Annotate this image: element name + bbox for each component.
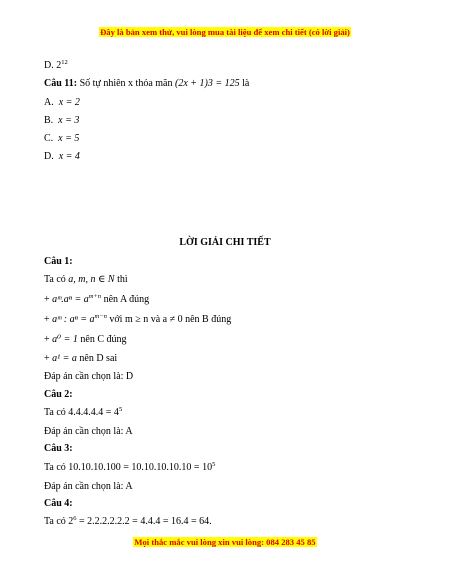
cau1-item-2: + aᵐ : $a^n = a^{m-n}$ với m ≥ n và a ≠ 0 nên B đúng — [44, 313, 232, 325]
cau3-line: Ta có $10.10.10.100 = 10.10.10.10.10 = 10^5$ — [44, 461, 216, 473]
question11-option-a: A. x = 2 — [44, 97, 80, 108]
cau3-answer: Đáp án cần chọn là: A — [44, 481, 133, 492]
cau1-answer: Đáp án cần chọn là: D — [44, 371, 134, 382]
question-text: Số tự nhiên x thỏa mãn — [79, 78, 173, 89]
cau1-item-4: + a¹ = a nên D sai — [44, 353, 118, 364]
question-tail: là — [242, 78, 250, 89]
preview-notice-text: Đây là bản xem thử, vui lòng mua tài liệu để xem chi tiết (có lời giải) — [100, 27, 350, 37]
option-label: D. — [44, 60, 54, 71]
cau2-line: Ta có $4.4.4.4.4 = 4^5$ — [44, 406, 123, 418]
question-expression: (2x + 1)3 = 125 — [174, 78, 240, 89]
question11-option-d: D. x = 4 — [44, 151, 80, 162]
question10-option-d — [44, 60, 68, 72]
cau4-title: Câu 4: — [44, 498, 73, 509]
cau1-title: Câu 1: — [44, 256, 73, 267]
cau1-intro: Ta có a, m, n ∈ N thì — [44, 274, 128, 285]
cau2-title: Câu 2: — [44, 389, 73, 400]
question11-option-c: C. x = 5 — [44, 133, 80, 144]
cau2-answer: Đáp án cần chọn là: A — [44, 426, 133, 437]
question-label: Câu 11: — [44, 78, 78, 89]
question11-stem — [44, 78, 249, 90]
question11-option-b: B. x = 3 — [44, 115, 80, 126]
option-value: $2^{12}$ — [56, 59, 68, 71]
contact-footer-text: Mọi thắc mắc vui lòng xin vui lòng: 084 283 45 85 — [134, 537, 316, 547]
cau1-item-1: + aᵐ.aⁿ = $a^{m+n}$ nên A đúng — [44, 293, 150, 305]
preview-notice-banner — [0, 27, 450, 37]
cau1-item-3: + a⁰ = 1 nên C đúng — [44, 334, 127, 345]
cau3-title: Câu 3: — [44, 443, 73, 454]
solutions-title: LỜI GIẢI CHI TIẾT — [179, 237, 271, 248]
contact-footer-banner — [0, 537, 450, 547]
cau4-line: Ta có $2^6 = 2.2.2.2.2.2 = 4.4.4 = 16.4 = 64$. — [44, 515, 212, 527]
